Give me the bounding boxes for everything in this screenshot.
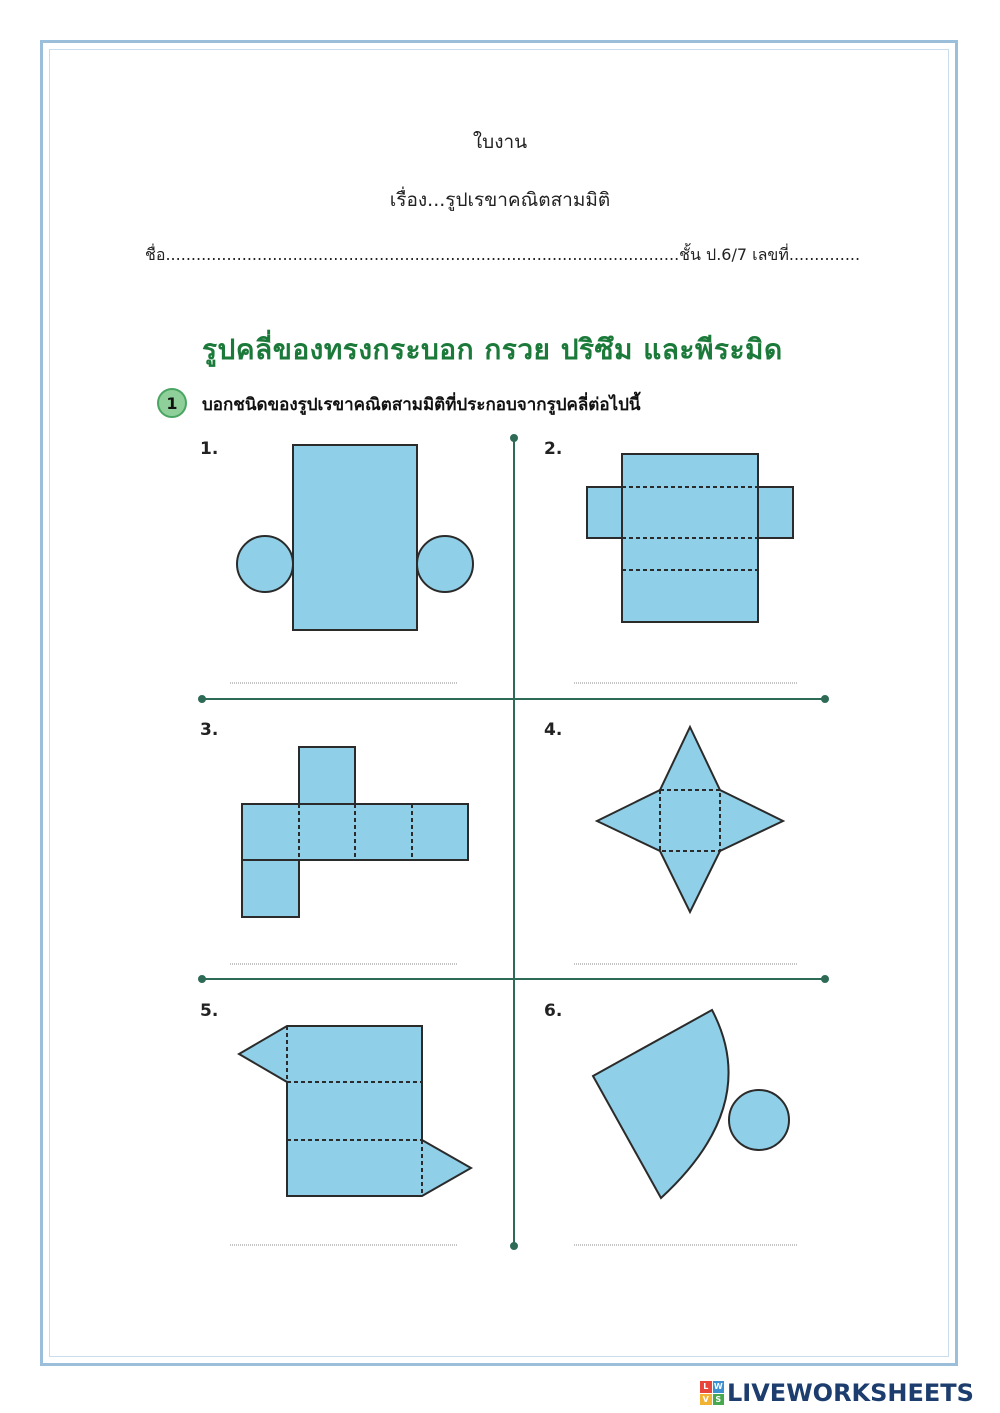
divider-dot — [822, 696, 828, 702]
logo-mark-icon — [700, 1381, 724, 1405]
net-flap-right — [758, 487, 793, 538]
net-base-circle — [729, 1090, 789, 1150]
worksheet-title: ใบงาน — [472, 131, 528, 153]
logo-text: LIVEWORKSHEETS — [727, 1379, 974, 1407]
net-cube — [242, 747, 468, 917]
question-label-2: 2. — [544, 439, 563, 459]
question-label-4: 4. — [544, 720, 563, 740]
net-rectangle — [293, 445, 417, 630]
liveworksheets-logo — [700, 1378, 990, 1408]
question-label-3: 3. — [200, 720, 219, 740]
worksheet-subject: เรื่อง...รูปเรขาคณิตสามมิติ — [389, 189, 611, 211]
net-cone — [593, 1010, 789, 1198]
net-square-pyramid — [597, 727, 783, 912]
logo-mark-cell: W — [713, 1382, 723, 1392]
logo-mark-cell: V — [700, 1394, 712, 1406]
net-square — [242, 860, 299, 917]
divider-dot — [511, 435, 517, 441]
divider-dot — [199, 696, 205, 702]
net-flap-left — [587, 487, 622, 538]
divider-dot — [199, 976, 205, 982]
section-title: รูปคลี่ของทรงกระบอก กรวย ปริซึม และพีระมิด — [202, 333, 783, 366]
instruction-text: บอกชนิดของรูปเรขาคณิตสามมิติที่ประกอบจากรูปคลี่ต่อไปนี้ — [202, 395, 641, 415]
net-square — [299, 747, 355, 804]
logo-mark-cell: L — [700, 1381, 712, 1393]
exercise-badge: 1 — [157, 388, 187, 418]
net-rectangular-prism — [587, 454, 793, 622]
net-star-outline — [597, 727, 783, 912]
net-cylinder — [237, 445, 473, 630]
net-circle-right — [417, 536, 473, 592]
question-label-5: 5. — [200, 1001, 219, 1021]
question-label-1: 1. — [200, 439, 219, 459]
question-label-6: 6. — [544, 1001, 563, 1021]
net-triangular-prism — [239, 1026, 471, 1196]
logo-mark-cell: S — [713, 1394, 725, 1406]
net-circle-left — [237, 536, 293, 592]
net-prism-outline — [239, 1026, 471, 1196]
student-info-line: ชื่อ.....................................................................................................ชั้น ป.6/7 เลขที่.............. — [145, 245, 861, 264]
divider-dot — [511, 1243, 517, 1249]
net-sector — [593, 1010, 729, 1198]
divider-dot — [822, 976, 828, 982]
